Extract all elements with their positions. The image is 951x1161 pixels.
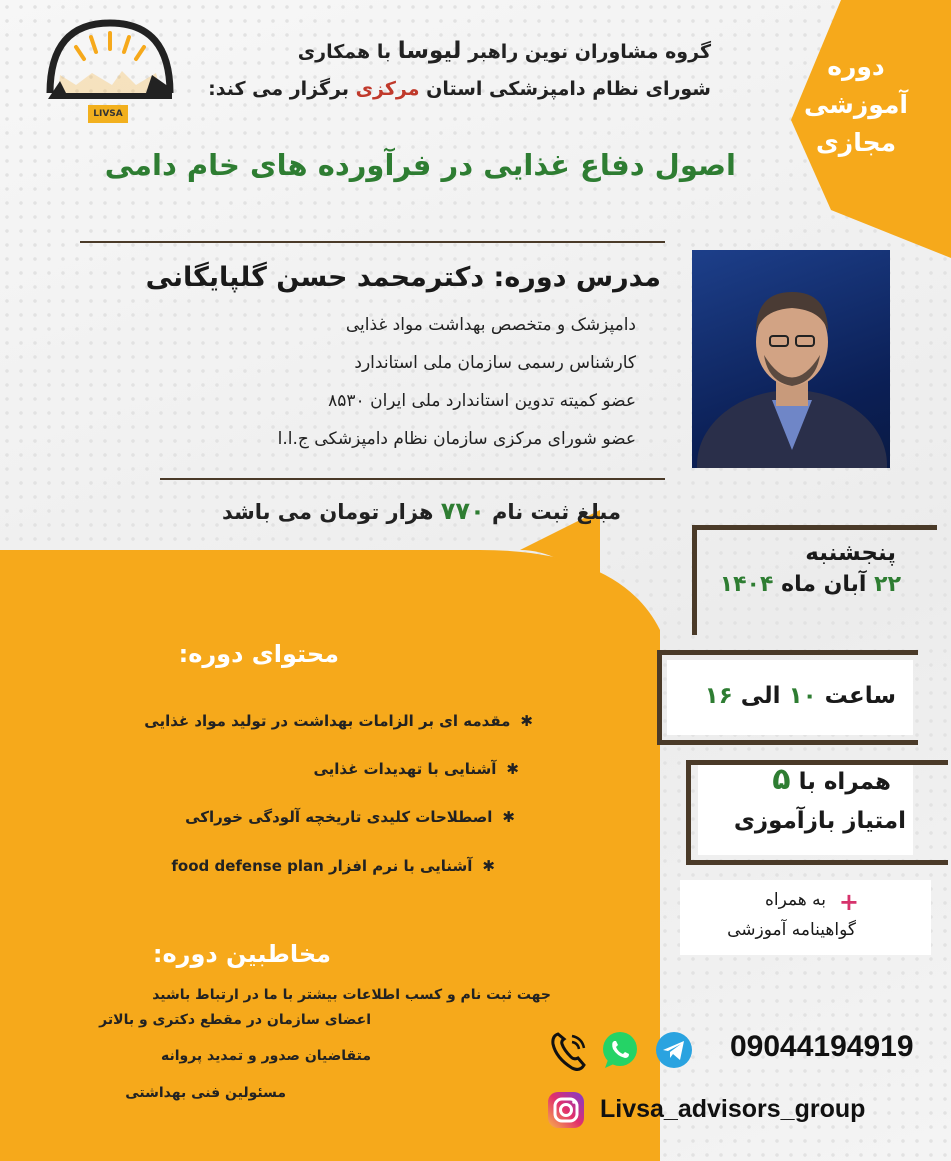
time-value: ساعت ۱۰ الی ۱۶ xyxy=(704,683,896,709)
course-title: اصول دفاع غذایی در فرآورده های خام دامی xyxy=(104,148,736,182)
telegram-icon[interactable] xyxy=(654,1030,694,1070)
content-heading: محتوای دوره: xyxy=(178,640,339,668)
divider-top xyxy=(80,241,665,243)
star-icon: ✱ xyxy=(482,857,495,875)
audience-item-3: مسئولین فنی بهداشتی xyxy=(125,1085,286,1101)
date-day: پنجشنبه xyxy=(805,540,896,566)
star-icon: ✱ xyxy=(520,712,533,730)
instructor-photo xyxy=(692,250,890,468)
certificate-line-2: گواهینامه آموزشی xyxy=(727,920,856,940)
brand-name: لیوسا xyxy=(397,38,462,64)
date-value: ۲۲ آبان ماه ۱۴۰۴ xyxy=(719,572,901,597)
fee-amount: ۷۷۰ xyxy=(440,497,485,525)
credential-1: دامپزشک و متخصص بهداشت مواد غذایی xyxy=(345,315,636,335)
plus-icon: + xyxy=(838,888,859,916)
credential-3: عضو کمیته تدوین استاندارد ملی ایران ۸۵۳۰ xyxy=(328,391,636,411)
points-count: ۵ xyxy=(772,762,791,797)
logo-caption: LIVSA xyxy=(88,105,128,123)
star-icon: ✱ xyxy=(502,808,515,826)
corner-badge-text xyxy=(801,48,911,162)
corner-line-2: آموزشی xyxy=(804,90,908,119)
divider-bottom xyxy=(160,478,665,480)
star-icon: ✱ xyxy=(506,760,519,778)
content-item-4: ✱آشنایی با نرم افزار food defense plan xyxy=(171,857,495,875)
instagram-icon[interactable] xyxy=(546,1090,586,1130)
audience-item-1: اعضای سازمان در مقطع دکتری و بالاتر xyxy=(99,1012,371,1028)
content-item-1: ✱مقدمه ای بر الزامات بهداشت در تولید مواد غذایی xyxy=(144,712,533,730)
whatsapp-icon[interactable] xyxy=(600,1030,640,1070)
content-item-3: ✱اصطلاحات کلیدی تاریخچه آلودگی خوراکی xyxy=(185,808,515,826)
province-highlight: مرکزی xyxy=(355,78,420,100)
organizer-line-2: شورای نظام دامپزشکی استان مرکزی برگزار می کند: xyxy=(208,78,711,100)
corner-line-3: مجازی xyxy=(815,128,897,157)
content-item-2: ✱آشنایی با تهدیدات غذایی xyxy=(313,760,519,778)
audience-item-2: متقاضیان صدور و تمدید پروانه xyxy=(160,1048,371,1064)
certificate-line-1: به همراه xyxy=(764,890,826,910)
points-line-1: همراه با ۵ xyxy=(772,762,891,797)
credential-2: کارشناس رسمی سازمان ملی استاندارد xyxy=(354,353,636,373)
corner-line-1: دوره xyxy=(827,52,885,81)
contact-text: جهت ثبت نام و کسب اطلاعات بیشتر با ما در ارتباط باشید xyxy=(152,987,551,1003)
phone-number[interactable]: 09044194919 xyxy=(730,1030,914,1063)
instructor-name: مدرس دوره: دکترمحمد حسن گلپایگانی xyxy=(145,262,661,293)
registration-fee: مبلغ ثبت نام ۷۷۰ هزار تومان می باشد xyxy=(221,497,621,525)
audience-heading: مخاطبین دوره: xyxy=(152,940,331,968)
phone-icon[interactable] xyxy=(548,1030,588,1072)
instagram-handle[interactable]: Livsa_advisors_group xyxy=(600,1095,866,1123)
credential-4: عضو شورای مرکزی سازمان نظام دامپزشکی ج.ا.ا xyxy=(277,429,636,449)
organizer-line-1: گروه مشاوران نوین راهبر لیوسا با همکاری xyxy=(297,38,711,64)
points-label: امتیاز بازآموزی xyxy=(733,808,906,834)
